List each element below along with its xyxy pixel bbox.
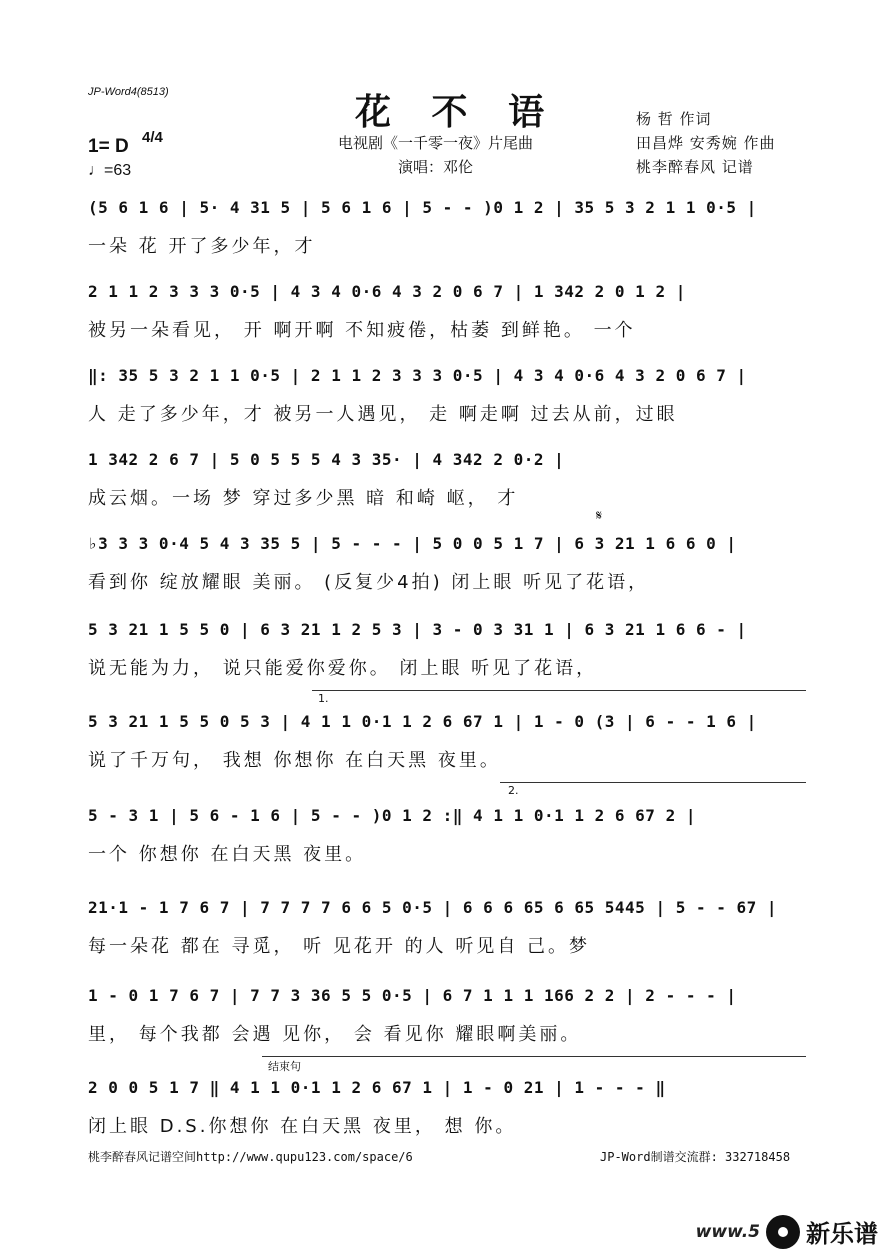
subtitle: 电视剧《一千零一夜》片尾曲	[338, 134, 534, 152]
transcriber-credit: 桃李醉春风 记谱	[636, 158, 754, 176]
lyric: 里， 每个我都 会遇 见你， 会 看见你 耀眼啊美丽。	[88, 1024, 582, 1045]
time-signature: 4/4	[142, 129, 163, 146]
lyric: 每一朵花 都在 寻觅， 听 见花开 的人 听见自 己。梦	[88, 936, 591, 957]
volta-2-bracket	[500, 782, 806, 783]
lyric: 人 走了多少年，才 被另一人遇见， 走 啊走啊 过去从前，过眼	[88, 404, 678, 425]
notation: 1 342 2 6 7 | 5 0 5 5 5 4 3 35· | 4 342 2 0·2 |	[88, 450, 565, 469]
ending-bracket	[262, 1056, 806, 1057]
footer-right: JP-Word制谱交流群: 332718458	[600, 1150, 791, 1164]
notation: 5 3 21 1 5 5 0 5 3 | 4 1 1 0·1 1 2 6 67 1 | 1 - 0 (3 | 6 - - 1 6 |	[88, 712, 757, 731]
notation: 1 - 0 1 7 6 7 | 7 7 3 36 5 5 0·5 | 6 7 1 1 1 166 2 2 | 2 - - - |	[88, 986, 737, 1005]
segno-sign: 𝄋	[596, 508, 603, 524]
key-signature: 1= D	[88, 136, 129, 157]
lyric: 说了千万句， 我想 你想你 在白天黑 夜里。	[88, 750, 501, 771]
notation: ‖: 35 5 3 2 1 1 0·5 | 2 1 1 2 3 3 3 0·5 | 4 3 4 0·6 4 3 2 0 6 7 |	[88, 366, 747, 385]
ending-label: 结束句	[268, 1060, 301, 1073]
software-label: JP-Word4(8513)	[88, 86, 169, 98]
lyric: 一朵 花 开了多少年，才	[88, 236, 316, 257]
song-title: 花 不 语	[355, 91, 559, 133]
volta-1-label: 1.	[318, 692, 329, 705]
tempo-marking: ♩=63	[88, 162, 132, 179]
notation: ♭3 3 3 0·4 5 4 3 35 5 | 5 - - - | 5 0 0 5 1 7 | 6 3 21 1 6 6 0 |	[88, 534, 737, 553]
singer: 演唱：邓伦	[398, 158, 474, 176]
lyricist-credit: 杨 哲 作词	[636, 110, 712, 128]
notation: (5 6 1 6 | 5· 4 31 5 | 5 6 1 6 | 5 - - )0 1 2 | 35 5 3 2 1 1 0·5 |	[88, 198, 757, 217]
volta-1-bracket	[312, 690, 806, 691]
notation: 2 0 0 5 1 7 ‖ 4 1 1 0·1 1 2 6 67 1 | 1 - 0 21 | 1 - - - ‖	[88, 1078, 666, 1097]
volta-2-label: 2.	[508, 784, 519, 797]
footer-left: 桃李醉春风记谱空间http://www.qupu123.com/space/6	[88, 1150, 413, 1164]
composer-credit: 田昌烨 安秀婉 作曲	[636, 134, 776, 152]
notation: 5 3 21 1 5 5 0 | 6 3 21 1 2 5 3 | 3 - 0 3 31 1 | 6 3 21 1 6 6 - |	[88, 620, 747, 639]
notation: 5 - 3 1 | 5 6 - 1 6 | 5 - - )0 1 2 :‖ 4 1 1 0·1 1 2 6 67 2 |	[88, 806, 696, 825]
lyric: 被另一朵看见， 开 啊开啊 不知疲倦，枯萎 到鲜艳。 一个	[88, 320, 636, 341]
notation: 2 1 1 2 3 3 3 0·5 | 4 3 4 0·6 4 3 2 0 6 7 | 1 342 2 0 1 2 |	[88, 282, 686, 301]
watermark-url: www.5	[695, 1221, 760, 1242]
lyric: 闭上眼 D.S.你想你 在白天黑 夜里， 想 你。	[88, 1116, 517, 1137]
lyric: 看到你 绽放耀眼 美丽。 (反复少4拍) 闭上眼 听见了花语，	[88, 572, 650, 593]
notation: 21·1 - 1 7 6 7 | 7 7 7 7 6 6 5 0·5 | 6 6 6 65 6 65 5445 | 5 - - 67 |	[88, 898, 778, 917]
lyric: 成云烟。一场 梦 穿过多少黑 暗 和崎 岖， 才	[88, 488, 519, 509]
lyric: 说无能为力， 说只能爱你爱你。 闭上眼 听见了花语，	[88, 658, 598, 679]
logo-text: 新乐谱	[806, 1220, 878, 1248]
record-disc-icon	[766, 1215, 800, 1249]
lyric: 一个 你想你 在白天黑 夜里。	[88, 844, 367, 865]
site-logo	[696, 1214, 878, 1249]
